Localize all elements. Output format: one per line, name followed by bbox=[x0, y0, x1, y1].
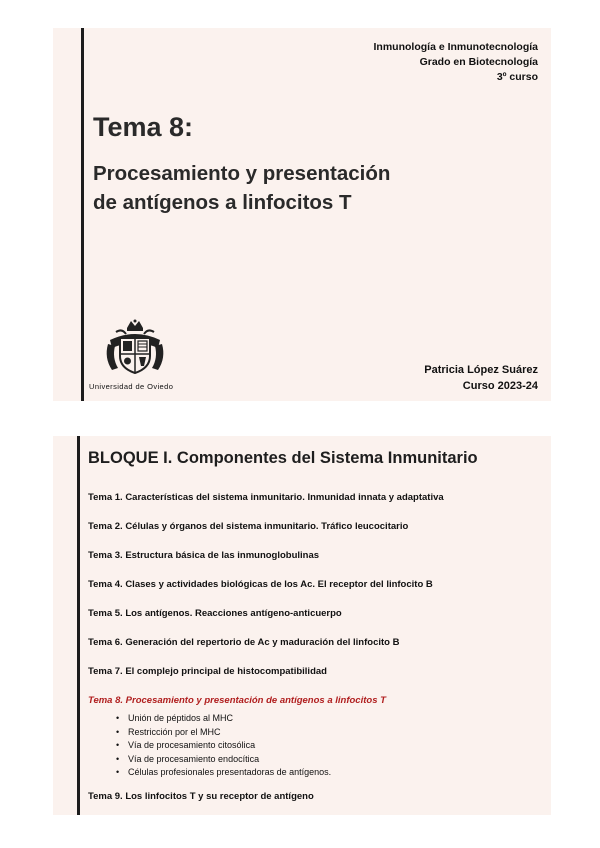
slide-subtitle bbox=[93, 159, 390, 217]
slide-title: Tema 8: bbox=[93, 112, 194, 142]
title-slide bbox=[53, 28, 551, 401]
subtopic-item: • Células profesionales presentadoras de antígenos. bbox=[116, 766, 331, 780]
subtopic-item: • Restricción por el MHC bbox=[116, 726, 331, 740]
topic-item: Tema 4. Clases y actividades biológicas de los Ac. El receptor del linfocito B bbox=[88, 579, 433, 590]
topic-item: Tema 9. Los linfocitos T y su receptor de antígeno bbox=[88, 791, 314, 802]
syllabus-slide bbox=[53, 436, 551, 815]
course-subject: Inmunología e Inmunotecnología bbox=[373, 41, 538, 53]
slide-accent-bar bbox=[77, 436, 80, 815]
author-name: Patricia López Suárez bbox=[424, 364, 538, 376]
course-degree: Grado en Biotecnología bbox=[419, 56, 538, 68]
university-name: Universidad de Oviedo bbox=[89, 382, 174, 391]
subtopic-item: • Vía de procesamiento endocítica bbox=[116, 753, 331, 767]
topic-item: Tema 2. Células y órganos del sistema inmunitario. Tráfico leucocitario bbox=[88, 521, 409, 532]
course-period: Curso 2023-24 bbox=[462, 380, 538, 392]
subtitle-line-1: Procesamiento y presentación bbox=[93, 162, 391, 185]
subtopic-item: • Vía de procesamiento citosólica bbox=[116, 739, 331, 753]
topic-item: Tema 5. Los antígenos. Reacciones antígeno-anticuerpo bbox=[88, 608, 342, 619]
topic-item-current: Tema 8. Procesamiento y presentación de antígenos a linfocitos T bbox=[88, 695, 386, 706]
topic-item: Tema 7. El complejo principal de histocompatibilidad bbox=[88, 666, 327, 677]
subtopic-item: • Unión de péptidos al MHC bbox=[116, 712, 331, 726]
subtopic-list bbox=[116, 712, 331, 780]
university-crest-logo bbox=[100, 318, 170, 376]
author-block bbox=[424, 362, 538, 394]
topic-item: Tema 1. Características del sistema inmunitario. Inmunidad innata y adaptativa bbox=[88, 492, 444, 503]
topic-item: Tema 6. Generación del repertorio de Ac y maduración del linfocito B bbox=[88, 637, 400, 648]
subtitle-line-2: de antígenos a linfocitos T bbox=[93, 191, 352, 214]
block-heading: BLOQUE I. Componentes del Sistema Inmunitario bbox=[88, 449, 478, 467]
course-year: 3º curso bbox=[496, 71, 538, 83]
slide-accent-bar bbox=[81, 28, 84, 401]
course-info bbox=[374, 40, 539, 85]
topic-item: Tema 3. Estructura básica de las inmunoglobulinas bbox=[88, 550, 320, 561]
